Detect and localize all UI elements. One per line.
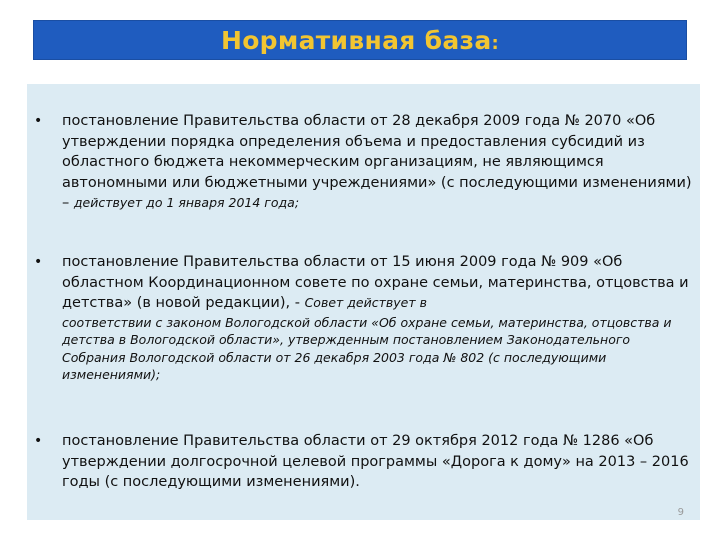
bullet-icon: • — [34, 113, 43, 129]
bullet-icon: • — [34, 433, 43, 449]
bullet-icon: • — [34, 254, 43, 270]
content-panel — [27, 84, 700, 520]
slide-title: Нормативная база: — [220, 25, 500, 55]
italic-note: Совет действует в — [304, 295, 427, 310]
list-item-text: постановление Правительства области от 29 октября 2012 года № 1286 «Об утверждении долгосрочной целевой программы «Дорога к дому» на 2013 – 2016 годы (с последующими изменениями). — [62, 433, 689, 490]
italic-note-block: соответствии с законом Вологодской области «Об охране семьи, материнства, отцовства и детства в Вологодской области», утвержденным постановлением Законодательного Собрания Вологодской области от 26 декабря 2003 года № 802 (с последующими изменениями); — [62, 314, 672, 382]
list-item-text: постановление Правительства области от 15 июня 2009 года № 909 «Об областном Координационном совете по охране семьи, материнства, отцовства и детства» (в новой редакции), - Совет действует в соответствии с законом Вологодской области «Об охране семьи, материнства, отцовства и детства в Вологодской области», утвержденным постановлением Законодательного Собрания Вологодской области от 26 декабря 2003 года № 802 (с последующими изменениями); — [62, 252, 692, 384]
page-number: 9 — [677, 507, 684, 518]
list-item-text: постановление Правительства области от 28 декабря 2009 года № 2070 «Об утверждении порядка определения объема и предоставления субсидий из областного бюджета некоммерческим организациям, не являющимся автономными или бюджетными учреждениями» (с последующими изменениями) – действует до 1 января 2014 года; — [62, 113, 692, 211]
italic-note: действует до 1 января 2014 года; — [73, 195, 300, 210]
title-bar — [33, 20, 687, 60]
